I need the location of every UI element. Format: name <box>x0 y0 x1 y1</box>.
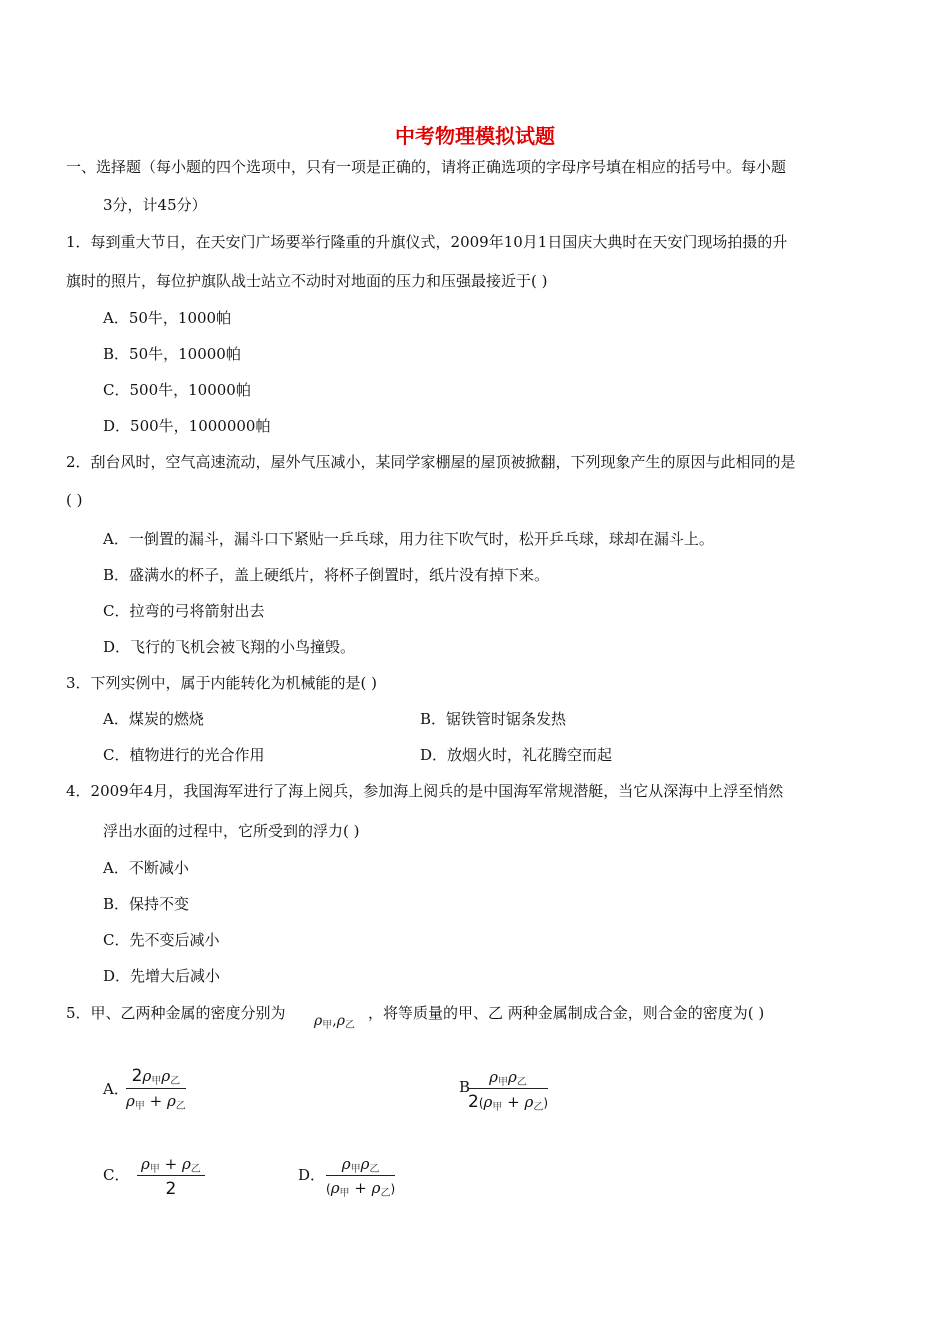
subscript-jia: 甲 <box>492 1102 503 1113</box>
rho-symbol: ρ <box>126 1092 135 1110</box>
subscript-jia: 甲 <box>498 1077 508 1088</box>
q3-option-d: D．放烟火时，礼花腾空而起 <box>420 746 613 764</box>
q4-option-d: D．先增大后减小 <box>103 967 221 985</box>
section-heading-cont: 3分，计45分） <box>103 196 207 214</box>
subscript-yi: 乙 <box>369 1164 380 1175</box>
rho-symbol: ρ <box>161 1067 171 1085</box>
q5-option-b-label: B <box>459 1078 471 1096</box>
q3-option-a: A．煤炭的燃烧 <box>103 710 204 728</box>
coefficient-two: 2 <box>468 1092 479 1112</box>
subscript-yi: 乙 <box>190 1164 201 1175</box>
subscript-jia: 甲 <box>151 1076 162 1087</box>
question-2-stem: 2．刮台风时，空气高速流动，屋外气压减小，某同学家棚屋的屋顶被掀翻，下列现象产生的原因与此相同的是 <box>66 453 796 471</box>
coefficient-two: 2 <box>131 1066 143 1086</box>
rho-symbol: ρ <box>360 1155 370 1173</box>
question-5-stem-start: 5．甲、乙两种金属的密度分别为 <box>66 1004 286 1022</box>
question-1-stem-cont: 旗时的照片，每位护旗队战士站立不动时对地面的压力和压强最接近于( ) <box>66 272 548 290</box>
q4-option-b: B．保持不变 <box>103 895 190 913</box>
subscript-yi: 乙 <box>533 1102 544 1113</box>
rho-symbol: ρ <box>508 1068 517 1086</box>
plus-sign: + <box>354 1179 367 1197</box>
question-2-stem-cont: ( ) <box>66 491 83 509</box>
rho-symbol: ρ <box>142 1067 152 1085</box>
subscript-yi: 乙 <box>380 1188 391 1199</box>
question-5-stem-end: ，将等质量的甲、乙 两种金属制成合金，则合金的密度为( ) <box>368 1004 765 1022</box>
subscript-yi: 乙 <box>344 1020 355 1031</box>
rho-symbol: ρ <box>483 1093 493 1111</box>
section-heading: 一、选择题（每小题的四个选项中，只有一项是正确的，请将正确选项的字母序号填在相应的括号中。每小题 <box>66 158 787 176</box>
rho-symbol: ρ <box>341 1155 351 1173</box>
q5-option-d-formula <box>326 1155 395 1197</box>
rho-symbol: ρ <box>166 1092 176 1110</box>
question-3-stem: 3．下列实例中，属于内能转化为机械能的是( ) <box>66 674 378 692</box>
denominator-two: 2 <box>165 1179 177 1199</box>
q5-option-c-label: C． <box>103 1166 130 1184</box>
q2-option-d: D．飞行的飞机会被飞翔的小鸟撞毁。 <box>103 638 356 656</box>
rho-symbol: ρ <box>141 1155 150 1173</box>
q5-option-a-formula <box>126 1066 186 1110</box>
subscript-yi: 乙 <box>516 1077 527 1088</box>
rho-symbol: ρ <box>330 1179 340 1197</box>
rho-symbol: ρ <box>181 1155 191 1173</box>
subscript-jia: 甲 <box>339 1188 350 1199</box>
q4-option-c: C．先不变后减小 <box>103 931 220 949</box>
right-paren: ) <box>543 1096 548 1110</box>
subscript-jia: 甲 <box>149 1164 160 1175</box>
q2-option-c: C．拉弯的弓将箭射出去 <box>103 602 265 620</box>
right-paren: ) <box>390 1182 396 1196</box>
comma: , <box>332 1013 337 1029</box>
q5-option-a-label: A． <box>103 1080 129 1098</box>
subscript-yi: 乙 <box>170 1076 181 1087</box>
q1-option-c: C．500牛，10000帕 <box>103 381 251 399</box>
rho-symbol: ρ <box>336 1013 345 1029</box>
plus-sign: + <box>507 1093 520 1111</box>
q4-option-a: A．不断减小 <box>103 859 189 877</box>
q2-option-b: B．盛满水的杯子，盖上硬纸片，将杯子倒置时，纸片没有掉下来。 <box>103 566 550 584</box>
question-4-stem-cont: 浮出水面的过程中，它所受到的浮力( ) <box>103 822 360 840</box>
q1-option-b: B．50牛，10000帕 <box>103 345 241 363</box>
q3-option-b: B．锯铁管时锯条发热 <box>420 710 567 728</box>
plus-sign: + <box>164 1155 178 1173</box>
q1-option-a: A．50牛，1000帕 <box>103 309 232 327</box>
inline-density-symbols <box>314 1013 355 1029</box>
rho-symbol: ρ <box>314 1013 323 1029</box>
question-4-stem: 4．2009年4月，我国海军进行了海上阅兵，参加海上阅兵的是中国海军常规潜艇，当它从深海中上浮至悄然 <box>66 782 784 800</box>
left-paren: ( <box>326 1182 331 1196</box>
subscript-jia: 甲 <box>350 1164 361 1175</box>
q5-option-b-formula <box>468 1068 548 1112</box>
rho-symbol: ρ <box>371 1179 381 1197</box>
rho-symbol: ρ <box>489 1068 498 1086</box>
subscript-jia: 甲 <box>134 1101 145 1112</box>
q3-option-c: C．植物进行的光合作用 <box>103 746 265 764</box>
q1-option-d: D．500牛，1000000帕 <box>103 417 271 435</box>
page-title: 中考物理模拟试题 <box>395 124 555 148</box>
q5-option-d-label: D． <box>298 1166 326 1184</box>
question-1-stem: 1．每到重大节日，在天安门广场要举行隆重的升旗仪式，2009年10月1日国庆大典时在天安门现场拍摄的升 <box>66 233 788 251</box>
rho-symbol: ρ <box>524 1093 534 1111</box>
left-paren: ( <box>478 1096 484 1110</box>
subscript-yi: 乙 <box>175 1101 186 1112</box>
q5-option-c-formula <box>137 1155 205 1199</box>
q2-option-a: A．一倒置的漏斗，漏斗口下紧贴一乒乓球，用力往下吹气时，松开乒乓球，球却在漏斗上。 <box>103 530 714 548</box>
plus-sign: + <box>149 1092 163 1110</box>
subscript-jia: 甲 <box>322 1020 333 1031</box>
